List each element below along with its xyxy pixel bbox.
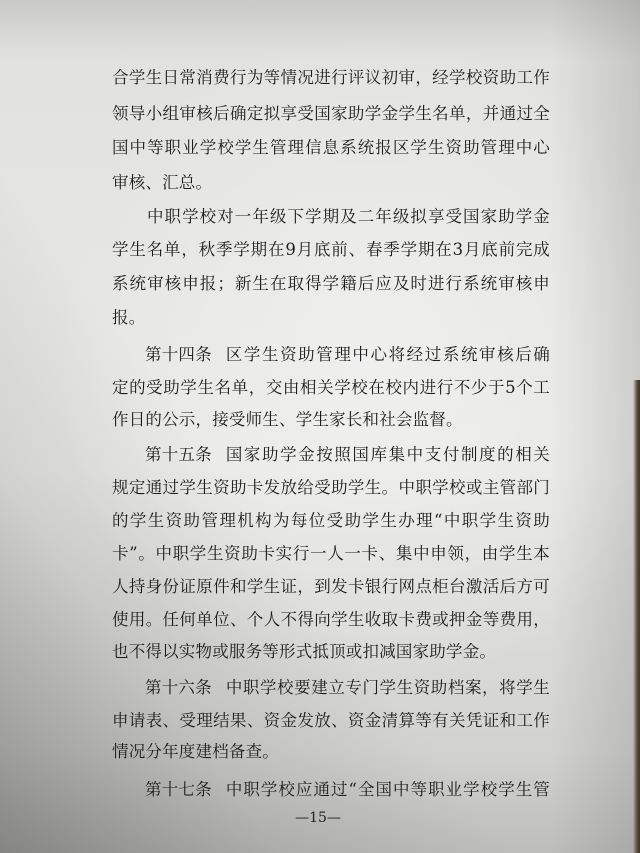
text-line: 系统审核申报；新生在取得学籍后应及时进行系统审核申 [112,274,550,293]
text-line: 情况分年度建档备查。 [112,742,279,761]
article-label: 第十七条 [145,780,212,799]
text-line: 卡”。中职学生资助卡实行一人一卡、集中申领，由学生本 [112,544,550,563]
article-line [145,442,550,468]
text-line: 国家助学金按照国库集中支付制度的相关 [225,445,550,464]
text-line: 领导小组审核后确定拟享受国家助学金学生名单，并通过全 [112,104,550,123]
text-line: 区学生资助管理中心将经过系统审核后确 [225,345,550,364]
article-line [145,342,550,368]
article-label: 第十五条 [145,445,212,464]
article-line [145,675,550,701]
page-number: —15— [295,810,341,826]
article-label: 第十四条 [145,345,212,364]
text-line: 报。 [112,308,146,327]
text-line: 中职学校要建立专门学生资助档案，将学生 [225,678,550,697]
text-line: 合学生日常消费行为等情况进行评议初审，经学校资助工作 [112,68,550,87]
text-line: 审核、汇总。 [112,173,213,192]
text-line: 作日的公示，接受师生、学生家长和社会监督。 [112,410,463,429]
text-line: 的学生资助管理机构为每位受助学生办理“中职学生资助 [112,511,550,530]
text-line: 也不得以实物或服务等形式抵顶或扣减国家助学金。 [112,642,497,661]
text-line: 使用。任何单位、个人不得向学生收取卡费或押金等费用， [112,610,550,629]
text-line: 中职学校对一年级下学期及二年级拟享受国家助学金 [147,207,550,226]
article-line [145,777,550,803]
text-line: 申请表、受理结果、资金发放、资金清算等有关凭证和工作 [112,711,550,730]
text-line: 人持身份证原件和学生证，到发卡银行网点柜台激活后方可 [112,577,550,596]
text-line: 国中等职业学校学生管理信息系统报区学生资助管理中心 [112,138,550,157]
text-line: 规定通过学生资助卡发放给受助学生。中职学校或主管部门 [112,478,550,497]
text-line: 定的受助学生名单，交由相关学校在校内进行不少于5个工 [112,378,550,397]
text-line: 中职学校应通过“全国中等职业学校学生管 [225,780,550,799]
text-line: 学生名单，秋季学期在9月底前、春季学期在3月底前完成 [112,240,550,259]
article-label: 第十六条 [145,678,212,697]
page-edge-shadow [633,380,640,853]
